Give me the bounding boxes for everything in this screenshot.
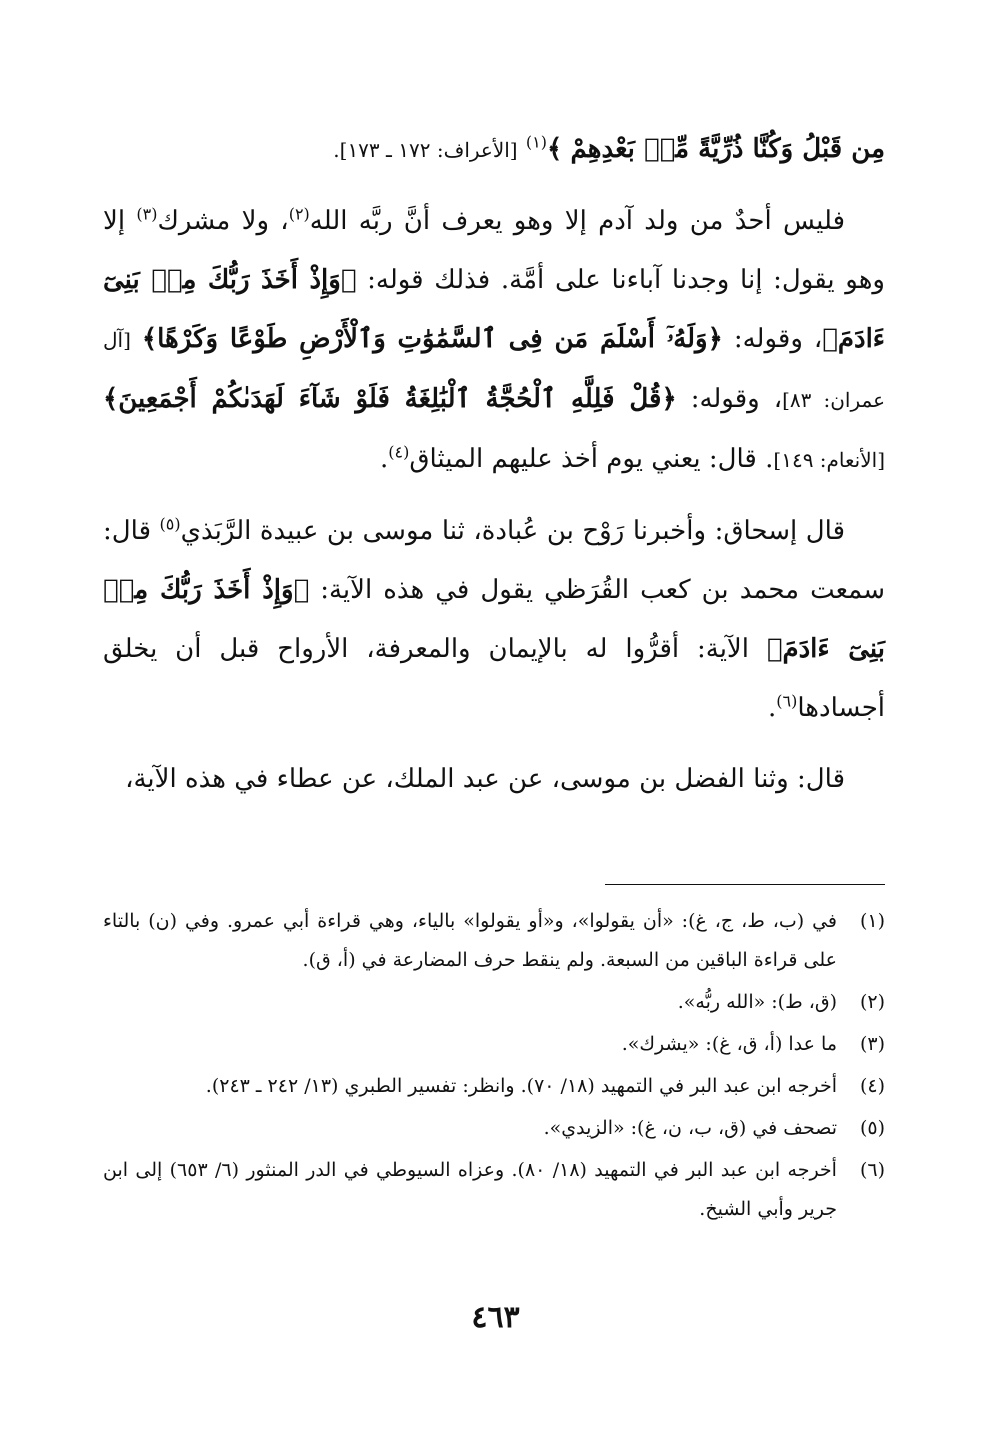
- text-run: . قال: يعني يوم أخذ عليهم الميثاق: [409, 444, 774, 474]
- verse-reference: [آل عمران: ٨٣]: [103, 328, 885, 412]
- text-run: إلا وهو يقول: إنا وجدنا آباءنا على أمَّة. فذلك قوله:: [103, 206, 885, 295]
- main-text: [103, 120, 885, 821]
- footnote-number: (٥): [859, 1117, 885, 1139]
- page-number: ٤٦٣: [471, 1300, 520, 1335]
- quran-verse: وَلَهُۥٓ أَسْلَمَ مَن فِى ٱلسَّمَٰوَٰتِ وَٱلْأَرْضِ طَوْعًا وَكَرْهًا: [157, 324, 708, 354]
- text-run: الآية: أقرُّوا له بالإيمان والمعرفة، الأرواح قبل أن يخلق أجسادها: [103, 634, 885, 723]
- verse-close-bracket: ﴾: [822, 324, 838, 354]
- footnote-ref: (٢): [288, 204, 310, 224]
- text-run: ، وقوله:: [722, 324, 823, 354]
- footnote-text: أخرجه ابن عبد البر في التمهيد (١٨/ ٨٠). وعزاه السيوطي في الدر المنثور (٦/ ٦٥٣) إلى ابن جرير وأبي الشيخ.: [103, 1159, 837, 1220]
- verse-close-bracket: ﴾: [546, 134, 563, 164]
- footnote-ref: (١): [525, 132, 547, 152]
- footnote-number: (٦): [859, 1159, 885, 1181]
- footnote-text: (ق، ط): «الله ربُّه».: [677, 991, 837, 1013]
- quran-verse: قُلْ فَلِلَّهِ ٱلْحُجَّةُ ٱلْبَٰلِغَةُ فَلَوْ شَآءَ لَهَدَىٰكُمْ أَجْمَعِينَ: [118, 384, 662, 414]
- footnote-number: (٤): [859, 1075, 885, 1097]
- quran-verse: مِن قَبْلُ وَكُنَّا ذُرِّيَّةً مِّنۢ بَعْدِهِمْ: [570, 134, 885, 164]
- footnote-ref: (٤): [388, 442, 410, 462]
- footnote: [103, 902, 885, 980]
- text-run: .: [379, 444, 389, 474]
- footnote-text: ما عدا (أ، ق، غ): «يشرك».: [621, 1033, 837, 1055]
- verse-open-bracket: ﴿: [661, 384, 677, 414]
- text-run: قال: وثنا الفضل بن موسى، عن عبد الملك، عن عطاء في هذه الآية،: [125, 764, 845, 794]
- text-run: .: [768, 693, 777, 723]
- paragraph-4: [103, 750, 885, 809]
- footnote-divider: [605, 884, 885, 885]
- verse-close-bracket: ﴾: [141, 324, 158, 354]
- paragraph-verse-continuation: [103, 120, 885, 180]
- verse-close-bracket: ﴾: [103, 384, 119, 414]
- footnote: [103, 1151, 885, 1229]
- text-run: قال: سمعت محمد بن كعب القُرَظي يقول في هذه الآية:: [103, 516, 885, 605]
- text-run: ، ولا مشرك: [157, 206, 289, 236]
- footnote-number: (١): [859, 910, 885, 932]
- footnote-ref: (٣): [136, 204, 158, 224]
- paragraph-3: [103, 502, 885, 738]
- verse-open-bracket: ﴿: [340, 265, 357, 295]
- quran-verse: وَإِذْ أَخَذَ رَبُّكَ مِنۢ بَنِىٓ ءَادَمَ: [103, 265, 886, 354]
- verse-reference: [الأعراف: ١٧٢ ـ ١٧٣].: [333, 138, 518, 162]
- footnote-text: أخرجه ابن عبد البر في التمهيد (١٨/ ٧٠). وانظر: تفسير الطبري (١٣/ ٢٤٢ ـ ٢٤٣).: [205, 1075, 837, 1097]
- footnote: [103, 1109, 885, 1148]
- verse-reference: [الأنعام: ١٤٩]: [773, 448, 885, 472]
- text-run: فليس أحدٌ من ولد آدم إلا وهو يعرف أنَّ ربَّه الله: [309, 206, 845, 236]
- footnote-number: (٣): [859, 1033, 885, 1055]
- verse-open-bracket: ﴿: [707, 324, 723, 354]
- verse-close-bracket: ﴾: [766, 634, 783, 664]
- footnote: [103, 1067, 885, 1106]
- verse-open-bracket: ﴿: [293, 575, 310, 605]
- text-run: قال إسحاق: وأخبرنا رَوْح بن عُبادة، ثنا موسى بن عبيدة الرَّبَذي: [180, 516, 846, 546]
- footnote-number: (٢): [859, 991, 885, 1013]
- footnotes-list: [103, 902, 885, 1232]
- quran-verse: وَإِذْ أَخَذَ رَبُّكَ مِنۢ بَنِىٓ ءَادَمَ: [103, 575, 886, 664]
- footnote-ref: (٥): [159, 514, 181, 534]
- footnote: [103, 983, 885, 1022]
- footnote-ref: (٦): [776, 691, 798, 711]
- paragraph-2: [103, 192, 885, 490]
- footnote-text: في (ب، ط، ج، غ): «أن يقولوا»، و«أو يقولوا» بالياء، وهي قراءة أبي عمرو. وفي (ن) بالتاء على قراءة الباقين من السبعة. ولم ينقط حرف المضارعة في (أ، ق).: [103, 910, 837, 971]
- footnote-text: تصحف في (ق، ب، ن، غ): «الزيدي».: [543, 1117, 837, 1139]
- text-run: ، وقوله:: [676, 384, 783, 414]
- footnote: [103, 1025, 885, 1064]
